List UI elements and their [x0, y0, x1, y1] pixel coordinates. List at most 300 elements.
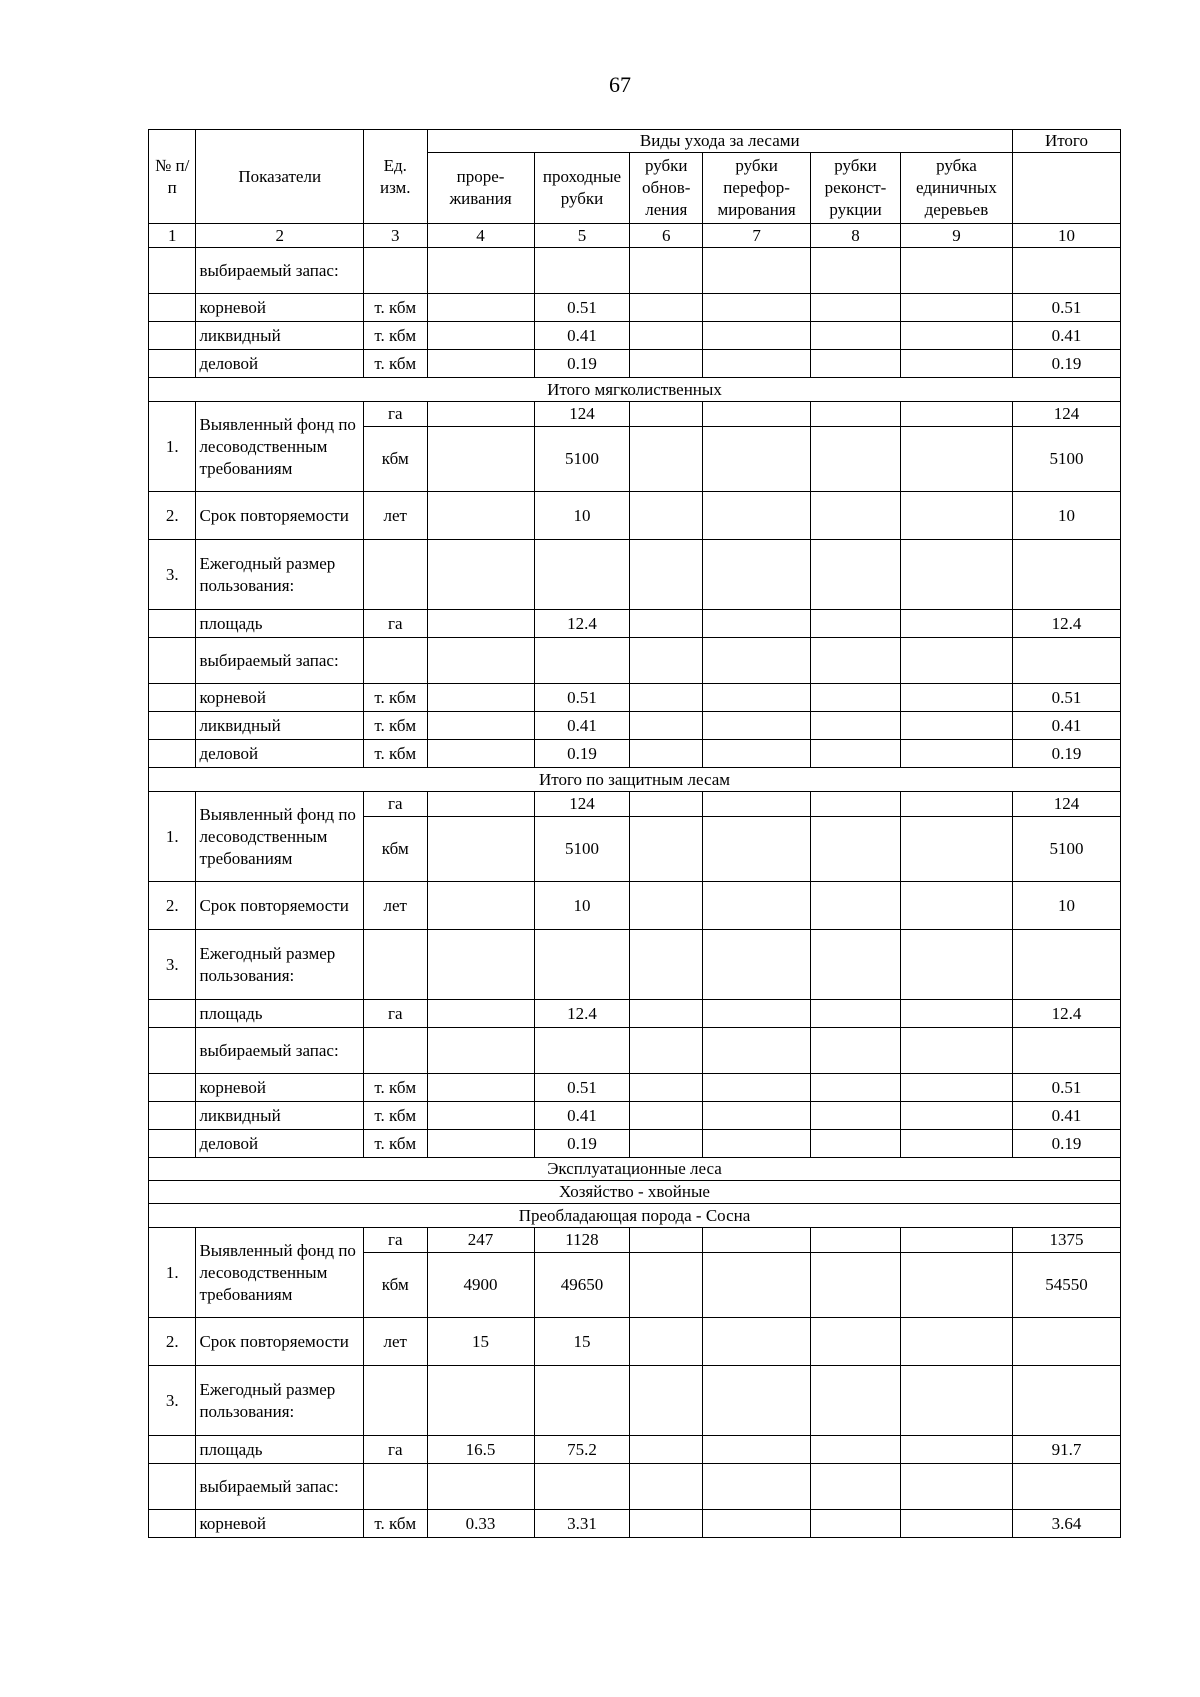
value-empty — [630, 402, 703, 427]
value-total: 0.51 — [1012, 1074, 1120, 1102]
value-empty — [703, 427, 811, 492]
value-total — [1012, 248, 1120, 294]
value-empty — [900, 1000, 1012, 1028]
row-label: выбираемый запас: — [196, 638, 364, 684]
unit-cell: т. кбм — [363, 1130, 427, 1158]
row-number: 2. — [149, 1318, 196, 1366]
value-empty — [630, 1436, 703, 1464]
value-total: 0.51 — [1012, 294, 1120, 322]
value-empty — [811, 882, 901, 930]
value-passing-cuts — [534, 930, 630, 1000]
value-passing-cuts: 0.41 — [534, 712, 630, 740]
table-row — [149, 322, 1121, 350]
value-passing-cuts: 0.41 — [534, 322, 630, 350]
value-empty — [900, 1102, 1012, 1130]
value-empty — [703, 882, 811, 930]
column-number: 6 — [630, 224, 703, 248]
value-thinning — [427, 740, 534, 768]
value-passing-cuts: 124 — [534, 792, 630, 817]
value-total: 0.19 — [1012, 740, 1120, 768]
column-number: 4 — [427, 224, 534, 248]
value-thinning: 15 — [427, 1318, 534, 1366]
row-label: выбираемый запас: — [196, 248, 364, 294]
value-thinning — [427, 1074, 534, 1102]
value-empty — [900, 540, 1012, 610]
value-empty — [811, 712, 901, 740]
table-row — [149, 930, 1121, 1000]
value-empty — [811, 350, 901, 378]
row-label: ликвидный — [196, 322, 364, 350]
row-number — [149, 1028, 196, 1074]
section-row — [149, 1181, 1121, 1204]
column-number: 7 — [703, 224, 811, 248]
value-empty — [630, 1464, 703, 1510]
value-empty — [811, 540, 901, 610]
value-empty — [703, 817, 811, 882]
table-row — [149, 638, 1121, 684]
row-number — [149, 350, 196, 378]
value-empty — [900, 1366, 1012, 1436]
value-empty — [900, 817, 1012, 882]
value-empty — [900, 1130, 1012, 1158]
value-passing-cuts: 5100 — [534, 427, 630, 492]
value-thinning — [427, 817, 534, 882]
value-empty — [900, 1464, 1012, 1510]
table-row — [149, 402, 1121, 427]
value-empty — [630, 1102, 703, 1130]
table-row — [149, 1028, 1121, 1074]
value-thinning — [427, 1464, 534, 1510]
value-empty — [630, 1074, 703, 1102]
value-total — [1012, 1366, 1120, 1436]
unit-cell: га — [363, 402, 427, 427]
value-empty — [630, 1510, 703, 1538]
value-empty — [811, 1464, 901, 1510]
value-empty — [630, 1228, 703, 1253]
value-empty — [900, 1028, 1012, 1074]
value-total: 91.7 — [1012, 1436, 1120, 1464]
row-number: 3. — [149, 1366, 196, 1436]
value-empty — [811, 817, 901, 882]
value-empty — [703, 1228, 811, 1253]
value-empty — [630, 1318, 703, 1366]
value-empty — [630, 1366, 703, 1436]
value-empty — [703, 1130, 811, 1158]
value-thinning — [427, 610, 534, 638]
value-empty — [630, 792, 703, 817]
value-empty — [811, 294, 901, 322]
value-empty — [703, 638, 811, 684]
unit-cell: га — [363, 792, 427, 817]
value-passing-cuts: 0.41 — [534, 1102, 630, 1130]
value-passing-cuts: 0.19 — [534, 740, 630, 768]
value-passing-cuts: 1128 — [534, 1228, 630, 1253]
value-passing-cuts: 0.51 — [534, 1074, 630, 1102]
unit-cell: га — [363, 1000, 427, 1028]
value-empty — [703, 1000, 811, 1028]
value-total: 0.19 — [1012, 1130, 1120, 1158]
value-empty — [811, 792, 901, 817]
value-passing-cuts: 10 — [534, 882, 630, 930]
value-empty — [900, 1318, 1012, 1366]
value-total — [1012, 638, 1120, 684]
value-empty — [900, 882, 1012, 930]
value-empty — [630, 350, 703, 378]
row-number — [149, 712, 196, 740]
unit-cell — [363, 638, 427, 684]
value-passing-cuts: 49650 — [534, 1253, 630, 1318]
value-empty — [811, 492, 901, 540]
unit-cell — [363, 248, 427, 294]
table-row — [149, 610, 1121, 638]
unit-cell: кбм — [363, 1253, 427, 1318]
header-care-types: Виды ухода за лесами — [427, 130, 1012, 153]
value-empty — [703, 294, 811, 322]
value-empty — [703, 1436, 811, 1464]
value-thinning — [427, 1130, 534, 1158]
row-label: корневой — [196, 1074, 364, 1102]
row-label: Выявленный фонд по лесоводственным требованиям — [196, 1228, 364, 1318]
value-thinning — [427, 248, 534, 294]
unit-cell: лет — [363, 882, 427, 930]
value-empty — [811, 638, 901, 684]
unit-cell: т. кбм — [363, 1102, 427, 1130]
value-empty — [630, 427, 703, 492]
value-empty — [900, 638, 1012, 684]
value-empty — [630, 322, 703, 350]
unit-cell: лет — [363, 1318, 427, 1366]
value-empty — [703, 610, 811, 638]
table-row — [149, 1000, 1121, 1028]
unit-cell: кбм — [363, 817, 427, 882]
table-row — [149, 1464, 1121, 1510]
section-title: Хозяйство - хвойные — [149, 1181, 1121, 1204]
table-row — [149, 882, 1121, 930]
table-row — [149, 1102, 1121, 1130]
header-total-spacer — [1012, 153, 1120, 224]
value-empty — [703, 1074, 811, 1102]
value-empty — [630, 1028, 703, 1074]
value-empty — [811, 1000, 901, 1028]
value-empty — [811, 1102, 901, 1130]
value-passing-cuts — [534, 638, 630, 684]
value-passing-cuts: 5100 — [534, 817, 630, 882]
value-empty — [811, 1510, 901, 1538]
value-empty — [900, 1510, 1012, 1538]
row-label: деловой — [196, 350, 364, 378]
value-empty — [630, 817, 703, 882]
value-empty — [703, 1028, 811, 1074]
value-empty — [630, 248, 703, 294]
value-empty — [811, 1074, 901, 1102]
value-passing-cuts — [534, 1028, 630, 1074]
value-thinning — [427, 712, 534, 740]
unit-cell — [363, 1464, 427, 1510]
table-row — [149, 294, 1121, 322]
value-empty — [811, 1028, 901, 1074]
value-total: 12.4 — [1012, 1000, 1120, 1028]
value-empty — [900, 1436, 1012, 1464]
value-empty — [703, 684, 811, 712]
value-empty — [703, 492, 811, 540]
value-empty — [900, 350, 1012, 378]
row-number: 3. — [149, 540, 196, 610]
header-col-single-tree-cuts: рубка единичных деревьев — [900, 153, 1012, 224]
row-number — [149, 1130, 196, 1158]
value-empty — [630, 684, 703, 712]
row-label: площадь — [196, 610, 364, 638]
row-label: деловой — [196, 1130, 364, 1158]
value-empty — [811, 1436, 901, 1464]
value-empty — [703, 712, 811, 740]
value-total: 0.41 — [1012, 322, 1120, 350]
row-label: деловой — [196, 740, 364, 768]
value-total: 10 — [1012, 882, 1120, 930]
value-empty — [630, 540, 703, 610]
row-label: Ежегодный размер пользования: — [196, 540, 364, 610]
row-number: 1. — [149, 402, 196, 492]
value-empty — [703, 930, 811, 1000]
value-empty — [900, 712, 1012, 740]
value-passing-cuts: 3.31 — [534, 1510, 630, 1538]
value-passing-cuts: 15 — [534, 1318, 630, 1366]
value-passing-cuts: 75.2 — [534, 1436, 630, 1464]
unit-cell: га — [363, 1228, 427, 1253]
row-number — [149, 638, 196, 684]
table-row — [149, 492, 1121, 540]
row-number — [149, 610, 196, 638]
table-row — [149, 1228, 1121, 1253]
value-thinning — [427, 1102, 534, 1130]
value-empty — [900, 740, 1012, 768]
value-thinning — [427, 638, 534, 684]
row-number — [149, 1436, 196, 1464]
unit-cell: т. кбм — [363, 350, 427, 378]
value-empty — [703, 740, 811, 768]
value-empty — [703, 540, 811, 610]
value-empty — [630, 740, 703, 768]
value-empty — [811, 1318, 901, 1366]
value-empty — [630, 638, 703, 684]
header-unit: Ед. изм. — [363, 130, 427, 224]
section-row — [149, 378, 1121, 402]
table-row — [149, 792, 1121, 817]
row-label: Выявленный фонд по лесоводственным требованиям — [196, 402, 364, 492]
row-label: площадь — [196, 1000, 364, 1028]
value-total: 0.51 — [1012, 684, 1120, 712]
value-empty — [630, 1000, 703, 1028]
header-col-reforming-cuts: рубки перефор- мирования — [703, 153, 811, 224]
value-thinning — [427, 350, 534, 378]
value-empty — [900, 1228, 1012, 1253]
row-label: Ежегодный размер пользования: — [196, 930, 364, 1000]
value-empty — [630, 492, 703, 540]
column-number: 8 — [811, 224, 901, 248]
value-total — [1012, 1318, 1120, 1366]
row-number — [149, 740, 196, 768]
table-row — [149, 1130, 1121, 1158]
column-number: 1 — [149, 224, 196, 248]
row-label: Выявленный фонд по лесоводственным требованиям — [196, 792, 364, 882]
value-total: 0.19 — [1012, 350, 1120, 378]
value-total: 124 — [1012, 792, 1120, 817]
table-row — [149, 1510, 1121, 1538]
row-number: 1. — [149, 1228, 196, 1318]
value-empty — [811, 402, 901, 427]
value-empty — [900, 322, 1012, 350]
row-label: Срок повторяемости — [196, 492, 364, 540]
table-row — [149, 1318, 1121, 1366]
value-passing-cuts — [534, 1464, 630, 1510]
column-number: 2 — [196, 224, 364, 248]
row-label: площадь — [196, 1436, 364, 1464]
value-thinning: 4900 — [427, 1253, 534, 1318]
value-empty — [630, 294, 703, 322]
value-total: 5100 — [1012, 427, 1120, 492]
value-total: 3.64 — [1012, 1510, 1120, 1538]
unit-cell: т. кбм — [363, 740, 427, 768]
value-empty — [811, 930, 901, 1000]
table-row — [149, 1074, 1121, 1102]
value-empty — [630, 1253, 703, 1318]
value-empty — [900, 930, 1012, 1000]
column-number: 5 — [534, 224, 630, 248]
value-empty — [703, 402, 811, 427]
value-total: 0.41 — [1012, 1102, 1120, 1130]
value-empty — [900, 492, 1012, 540]
value-empty — [703, 1318, 811, 1366]
forest-care-table — [148, 129, 1121, 1538]
value-empty — [900, 792, 1012, 817]
row-label: корневой — [196, 684, 364, 712]
row-number — [149, 1510, 196, 1538]
value-empty — [900, 610, 1012, 638]
value-empty — [811, 610, 901, 638]
section-row — [149, 1158, 1121, 1181]
value-thinning — [427, 792, 534, 817]
row-label: корневой — [196, 294, 364, 322]
value-empty — [703, 1366, 811, 1436]
row-label: Срок повторяемости — [196, 1318, 364, 1366]
header-total: Итого — [1012, 130, 1120, 153]
page-number: 67 — [609, 72, 631, 97]
value-total: 54550 — [1012, 1253, 1120, 1318]
value-passing-cuts: 124 — [534, 402, 630, 427]
value-empty — [630, 610, 703, 638]
value-empty — [630, 882, 703, 930]
column-number: 10 — [1012, 224, 1120, 248]
value-empty — [811, 248, 901, 294]
value-passing-cuts: 0.51 — [534, 684, 630, 712]
row-number — [149, 1464, 196, 1510]
value-passing-cuts — [534, 1366, 630, 1436]
row-number: 1. — [149, 792, 196, 882]
value-thinning — [427, 684, 534, 712]
value-total: 124 — [1012, 402, 1120, 427]
unit-cell: кбм — [363, 427, 427, 492]
unit-cell: т. кбм — [363, 1510, 427, 1538]
value-passing-cuts: 0.19 — [534, 1130, 630, 1158]
section-title: Преобладающая порода - Сосна — [149, 1204, 1121, 1228]
header-col-thinning: проре- живания — [427, 153, 534, 224]
table-row — [149, 684, 1121, 712]
section-title: Итого по защитным лесам — [149, 768, 1121, 792]
value-passing-cuts: 0.51 — [534, 294, 630, 322]
value-passing-cuts: 0.19 — [534, 350, 630, 378]
table-row — [149, 712, 1121, 740]
value-total — [1012, 1464, 1120, 1510]
value-total: 1375 — [1012, 1228, 1120, 1253]
table-row — [149, 1436, 1121, 1464]
value-empty — [900, 1074, 1012, 1102]
value-thinning: 247 — [427, 1228, 534, 1253]
row-number — [149, 294, 196, 322]
unit-cell: т. кбм — [363, 294, 427, 322]
value-empty — [703, 792, 811, 817]
row-number — [149, 1102, 196, 1130]
value-thinning — [427, 1000, 534, 1028]
unit-cell — [363, 1028, 427, 1074]
unit-cell: т. кбм — [363, 322, 427, 350]
value-passing-cuts: 12.4 — [534, 1000, 630, 1028]
row-number — [149, 322, 196, 350]
unit-cell — [363, 540, 427, 610]
value-empty — [630, 1130, 703, 1158]
unit-cell: га — [363, 610, 427, 638]
row-number: 2. — [149, 882, 196, 930]
value-empty — [811, 740, 901, 768]
value-empty — [811, 1366, 901, 1436]
row-label: Ежегодный размер пользования: — [196, 1366, 364, 1436]
value-empty — [900, 294, 1012, 322]
value-empty — [811, 1130, 901, 1158]
header-col-reconstruction-cuts: рубки реконст- рукции — [811, 153, 901, 224]
value-empty — [703, 1464, 811, 1510]
row-number — [149, 1074, 196, 1102]
table-row — [149, 540, 1121, 610]
unit-cell — [363, 1366, 427, 1436]
value-thinning — [427, 427, 534, 492]
unit-cell: т. кбм — [363, 712, 427, 740]
section-row — [149, 1204, 1121, 1228]
value-total: 10 — [1012, 492, 1120, 540]
row-number — [149, 248, 196, 294]
value-total: 0.41 — [1012, 712, 1120, 740]
row-label: выбираемый запас: — [196, 1464, 364, 1510]
unit-cell — [363, 930, 427, 1000]
column-number: 9 — [900, 224, 1012, 248]
header-no: № п/п — [149, 130, 196, 224]
value-empty — [900, 402, 1012, 427]
value-empty — [703, 1510, 811, 1538]
unit-cell: лет — [363, 492, 427, 540]
value-empty — [811, 1253, 901, 1318]
value-empty — [811, 1228, 901, 1253]
value-total — [1012, 540, 1120, 610]
value-thinning — [427, 540, 534, 610]
value-thinning: 16.5 — [427, 1436, 534, 1464]
row-number — [149, 684, 196, 712]
unit-cell: га — [363, 1436, 427, 1464]
row-label: ликвидный — [196, 712, 364, 740]
row-label: корневой — [196, 1510, 364, 1538]
value-thinning — [427, 1366, 534, 1436]
value-empty — [900, 248, 1012, 294]
value-empty — [703, 248, 811, 294]
value-empty — [703, 1102, 811, 1130]
value-thinning — [427, 322, 534, 350]
row-number — [149, 1000, 196, 1028]
